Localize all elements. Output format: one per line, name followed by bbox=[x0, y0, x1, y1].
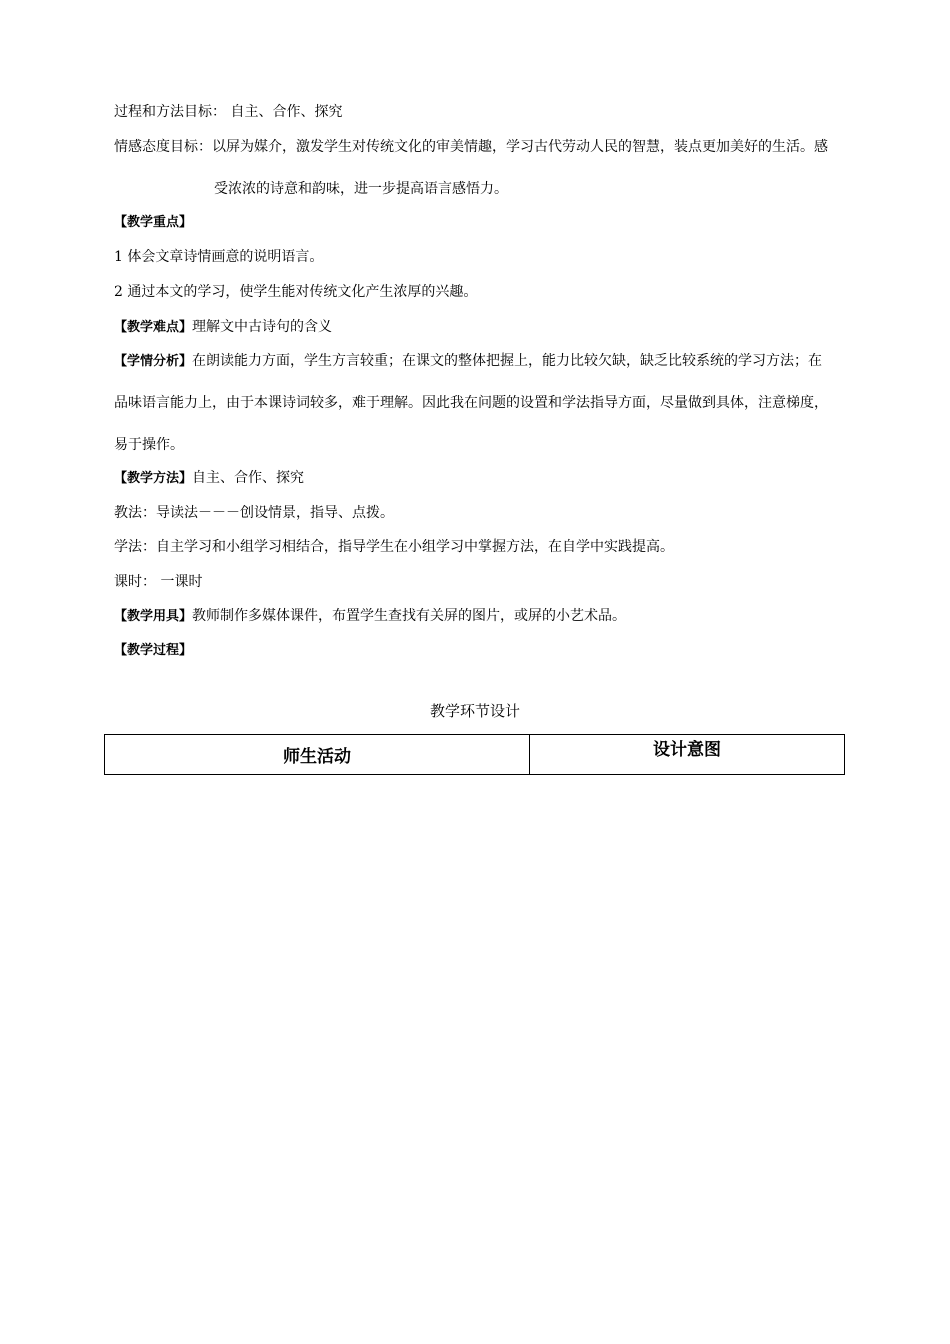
key-point-item-2: 2 通过本文的学习，使学生能对传统文化产生浓厚的兴趣。 bbox=[114, 284, 478, 300]
analysis-line3: 易于操作。 bbox=[114, 437, 184, 453]
difficulty-text: 理解文中古诗句的含义 bbox=[192, 319, 333, 335]
method-text: 自主、合作、探究 bbox=[192, 470, 305, 486]
emotion-objective-line1: 情感态度目标：以屏为媒介，激发学生对传统文化的审美情趣，学习古代劳动人民的智慧，装点更加美好的生活。感 bbox=[114, 139, 828, 155]
class-period: 课时： 一课时 bbox=[114, 574, 203, 590]
learning-method: 学法：自主学习和小组学习相结合，指导学生在小组学习中掌握方法，在自学中实践提高。 bbox=[114, 539, 674, 555]
design-table-title: 教学环节设计 bbox=[429, 702, 520, 720]
process-method-objective: 过程和方法目标： 自主、合作、探究 bbox=[114, 104, 343, 120]
design-table bbox=[104, 734, 845, 775]
analysis-line2: 品味语言能力上，由于本课诗词较多，难于理解。因此我在问题的设置和学法指导方面，尽量做到具体，注意梯度， bbox=[114, 395, 828, 411]
column-header-intent: 设计意图 bbox=[530, 735, 845, 775]
teaching-method: 教法：导读法－－－创设情景，指导、点拨。 bbox=[114, 505, 394, 521]
analysis-line1 bbox=[114, 352, 822, 371]
key-points-heading: 【教学重点】 bbox=[114, 215, 193, 230]
emotion-objective-line2: 受浓浓的诗意和韵味，进一步提高语言感悟力。 bbox=[214, 181, 508, 197]
method-paragraph bbox=[114, 469, 304, 488]
tools-paragraph bbox=[114, 607, 626, 626]
analysis-heading: 【学情分析】 bbox=[114, 354, 193, 369]
difficulty-paragraph bbox=[114, 318, 332, 337]
column-header-activities: 师生活动 bbox=[105, 735, 530, 775]
analysis-text-1: 在朗读能力方面，学生方言较重；在课文的整体把握上，能力比较欠缺，缺乏比较系统的学习方法；在 bbox=[192, 353, 823, 369]
method-heading: 【教学方法】 bbox=[114, 471, 193, 486]
tools-text: 教师制作多媒体课件，布置学生查找有关屏的图片，或屏的小艺术品。 bbox=[192, 608, 627, 624]
difficulty-heading: 【教学难点】 bbox=[114, 320, 193, 335]
key-point-item-1: 1 体会文章诗情画意的说明语言。 bbox=[114, 249, 324, 265]
table-row bbox=[105, 735, 845, 775]
tools-heading: 【教学用具】 bbox=[114, 609, 193, 624]
process-heading: 【教学过程】 bbox=[114, 643, 193, 658]
